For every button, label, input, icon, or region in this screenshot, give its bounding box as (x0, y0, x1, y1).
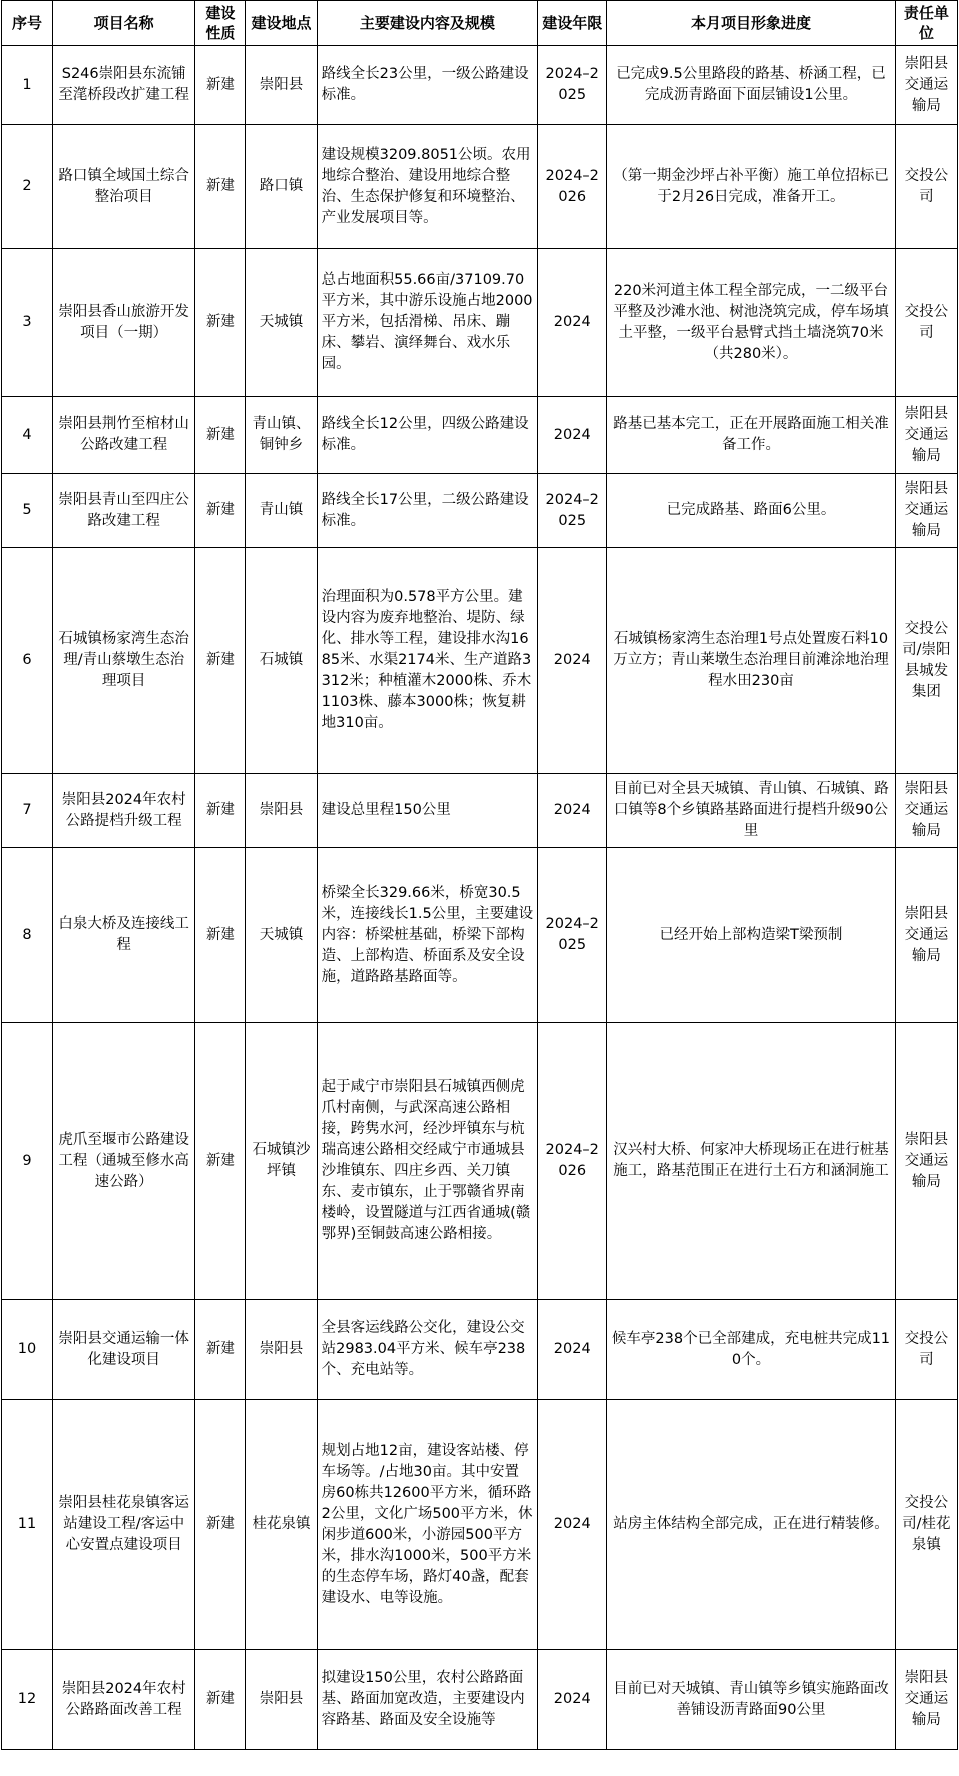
cell-seq: 9 (2, 1023, 53, 1300)
cell-content: 建设规模3209.8051公顷。农用地综合整治、建设用地综合整治、生态保护修复和环境整治、产业发展项目等。 (317, 125, 538, 249)
cell-location: 桂花泉镇 (246, 1400, 317, 1650)
cell-unit: 交投公司/崇阳县城发集团 (895, 548, 957, 774)
cell-period: 2024 (538, 249, 607, 397)
cell-unit: 崇阳县交通运输局 (895, 1023, 957, 1300)
cell-unit: 交投公司/桂花泉镇 (895, 1400, 957, 1650)
header-period: 建设年限 (538, 1, 607, 46)
cell-location: 天城镇 (246, 848, 317, 1023)
cell-progress: 目前已对天城镇、青山镇等乡镇实施路面改善铺设沥青路面90公里 (607, 1650, 895, 1750)
cell-period: 2024–2025 (538, 46, 607, 125)
cell-nature: 新建 (195, 46, 246, 125)
cell-progress: 已完成9.5公里路段的路基、桥涵工程，已完成沥青路面下面层铺设1公里。 (607, 46, 895, 125)
cell-name: 崇阳县2024年农村公路路面改善工程 (52, 1650, 195, 1750)
cell-name: 崇阳县桂花泉镇客运站建设工程/客运中心安置点建设项目 (52, 1400, 195, 1650)
cell-location: 崇阳县 (246, 46, 317, 125)
cell-content: 治理面积为0.578平方公里。建设内容为废弃地整治、堤防、绿化、排水等工程，建设排水沟1685米、水渠2174米、生产道路3312米；种植灌木2000株、乔木1103株、藤本3000株；恢复耕地310亩。 (317, 548, 538, 774)
table-row (2, 1400, 958, 1650)
cell-seq: 2 (2, 125, 53, 249)
cell-content: 路线全长12公里，四级公路建设标准。 (317, 397, 538, 474)
cell-nature: 新建 (195, 1650, 246, 1750)
cell-nature: 新建 (195, 548, 246, 774)
cell-unit: 崇阳县交通运输局 (895, 774, 957, 848)
header-location: 建设地点 (246, 1, 317, 46)
cell-location: 崇阳县 (246, 1300, 317, 1400)
cell-period: 2024 (538, 774, 607, 848)
table-row (2, 46, 958, 125)
cell-name: 崇阳县交通运输一体化建设项目 (52, 1300, 195, 1400)
table-row (2, 474, 958, 548)
header-seq: 序号 (2, 1, 53, 46)
table-row (2, 1650, 958, 1750)
header-name: 项目名称 (52, 1, 195, 46)
cell-seq: 3 (2, 249, 53, 397)
cell-content: 路线全长17公里，二级公路建设标准。 (317, 474, 538, 548)
cell-progress: 220米河道主体工程全部完成，一二级平台平整及沙滩水池、树池浇筑完成，停车场填土平整，一级平台悬臂式挡土墙浇筑70米（共280米）。 (607, 249, 895, 397)
cell-nature: 新建 (195, 1300, 246, 1400)
cell-location: 青山镇 (246, 474, 317, 548)
cell-content: 起于咸宁市崇阳县石城镇西侧虎爪村南侧，与武深高速公路相接，跨隽水河，经沙坪镇东与杭瑞高速公路相交经咸宁市通城县沙堆镇东、四庄乡西、关刀镇东、麦市镇东，止于鄂赣省界南楼岭，设置隧道与江西省通城(赣鄂界)至铜鼓高速公路相接。 (317, 1023, 538, 1300)
cell-name: S246崇阳县东流铺至滗桥段改扩建工程 (52, 46, 195, 125)
cell-name: 崇阳县荆竹至棺材山公路改建工程 (52, 397, 195, 474)
cell-unit: 崇阳县交通运输局 (895, 1650, 957, 1750)
cell-seq: 8 (2, 848, 53, 1023)
table-row (2, 125, 958, 249)
cell-progress: 站房主体结构全部完成，正在进行精装修。 (607, 1400, 895, 1650)
cell-unit: 交投公司 (895, 249, 957, 397)
cell-progress: 目前已对全县天城镇、青山镇、石城镇、路口镇等8个乡镇路基路面进行提档升级90公里 (607, 774, 895, 848)
cell-nature: 新建 (195, 1400, 246, 1650)
cell-period: 2024 (538, 1400, 607, 1650)
cell-unit: 崇阳县交通运输局 (895, 397, 957, 474)
cell-nature: 新建 (195, 774, 246, 848)
cell-unit: 交投公司 (895, 1300, 957, 1400)
cell-name: 崇阳县香山旅游开发项目（一期） (52, 249, 195, 397)
cell-content: 路线全长23公里，一级公路建设标准。 (317, 46, 538, 125)
cell-location: 崇阳县 (246, 1650, 317, 1750)
cell-seq: 11 (2, 1400, 53, 1650)
cell-seq: 7 (2, 774, 53, 848)
cell-seq: 5 (2, 474, 53, 548)
header-nature: 建设性质 (195, 1, 246, 46)
cell-progress: （第一期金沙坪占补平衡）施工单位招标已于2月26日完成，准备开工。 (607, 125, 895, 249)
cell-content: 桥梁全长329.66米，桥宽30.5米，连接线长1.5公里，主要建设内容：桥梁桩基础，桥梁下部构造、上部构造、桥面系及安全设施，道路路基路面等。 (317, 848, 538, 1023)
cell-nature: 新建 (195, 474, 246, 548)
cell-unit: 崇阳县交通运输局 (895, 46, 957, 125)
cell-period: 2024 (538, 1650, 607, 1750)
header-row (2, 1, 958, 46)
cell-nature: 新建 (195, 397, 246, 474)
cell-progress: 候车亭238个已全部建成，充电桩共完成110个。 (607, 1300, 895, 1400)
cell-nature: 新建 (195, 249, 246, 397)
cell-period: 2024–2026 (538, 1023, 607, 1300)
table-row (2, 1023, 958, 1300)
cell-period: 2024–2025 (538, 848, 607, 1023)
cell-location: 路口镇 (246, 125, 317, 249)
cell-location: 石城镇沙坪镇 (246, 1023, 317, 1300)
project-table (1, 0, 958, 1750)
cell-location: 崇阳县 (246, 774, 317, 848)
table-row (2, 397, 958, 474)
header-content: 主要建设内容及规模 (317, 1, 538, 46)
cell-progress: 已经开始上部构造梁T梁预制 (607, 848, 895, 1023)
cell-content: 规划占地12亩，建设客站楼、停车场等。/占地30亩。其中安置房60栋共12600平方米，循环路2公里，文化广场500平方米，休闲步道600米，小游园500平方米，排水沟1000米，500平方米的生态停车场，路灯40盏，配套建设水、电等设施。 (317, 1400, 538, 1650)
table-row (2, 848, 958, 1023)
cell-unit: 交投公司 (895, 125, 957, 249)
cell-name: 石城镇杨家湾生态治理/青山蔡墩生态治理项目 (52, 548, 195, 774)
cell-location: 石城镇 (246, 548, 317, 774)
table-row (2, 249, 958, 397)
cell-name: 虎爪至堰市公路建设工程（通城至修水高速公路） (52, 1023, 195, 1300)
cell-seq: 6 (2, 548, 53, 774)
cell-seq: 4 (2, 397, 53, 474)
cell-name: 白泉大桥及连接线工程 (52, 848, 195, 1023)
cell-unit: 崇阳县交通运输局 (895, 848, 957, 1023)
cell-nature: 新建 (195, 125, 246, 249)
cell-name: 崇阳县青山至四庄公路改建工程 (52, 474, 195, 548)
cell-seq: 12 (2, 1650, 53, 1750)
cell-period: 2024 (538, 397, 607, 474)
table-row (2, 548, 958, 774)
cell-nature: 新建 (195, 1023, 246, 1300)
header-unit: 责任单位 (895, 1, 957, 46)
cell-content: 全县客运线路公交化，建设公交站2983.04平方米、候车亭238个、充电站等。 (317, 1300, 538, 1400)
cell-content: 建设总里程150公里 (317, 774, 538, 848)
cell-seq: 1 (2, 46, 53, 125)
cell-period: 2024 (538, 1300, 607, 1400)
table-row (2, 774, 958, 848)
table-row (2, 1300, 958, 1400)
cell-unit: 崇阳县交通运输局 (895, 474, 957, 548)
cell-period: 2024–2025 (538, 474, 607, 548)
cell-progress: 已完成路基、路面6公里。 (607, 474, 895, 548)
cell-nature: 新建 (195, 848, 246, 1023)
cell-progress: 石城镇杨家湾生态治理1号点处置废石料10万立方；青山莱墩生态治理目前滩涂地治理程水田230亩 (607, 548, 895, 774)
cell-seq: 10 (2, 1300, 53, 1400)
cell-content: 拟建设150公里，农村公路路面基、路面加宽改造，主要建设内容路基、路面及安全设施等 (317, 1650, 538, 1750)
cell-name: 路口镇全域国土综合整治项目 (52, 125, 195, 249)
header-progress: 本月项目形象进度 (607, 1, 895, 46)
cell-period: 2024 (538, 548, 607, 774)
cell-progress: 路基已基本完工，正在开展路面施工相关准备工作。 (607, 397, 895, 474)
cell-location: 青山镇、铜钟乡 (246, 397, 317, 474)
cell-content: 总占地面积55.66亩/37109.70平方米，其中游乐设施占地2000平方米，包括滑梯、吊床、蹦床、攀岩、演绎舞台、戏水乐园。 (317, 249, 538, 397)
cell-name: 崇阳县2024年农村公路提档升级工程 (52, 774, 195, 848)
cell-progress: 汉兴村大桥、何家冲大桥现场正在进行桩基施工，路基范围正在进行土石方和涵洞施工 (607, 1023, 895, 1300)
cell-location: 天城镇 (246, 249, 317, 397)
cell-period: 2024–2026 (538, 125, 607, 249)
